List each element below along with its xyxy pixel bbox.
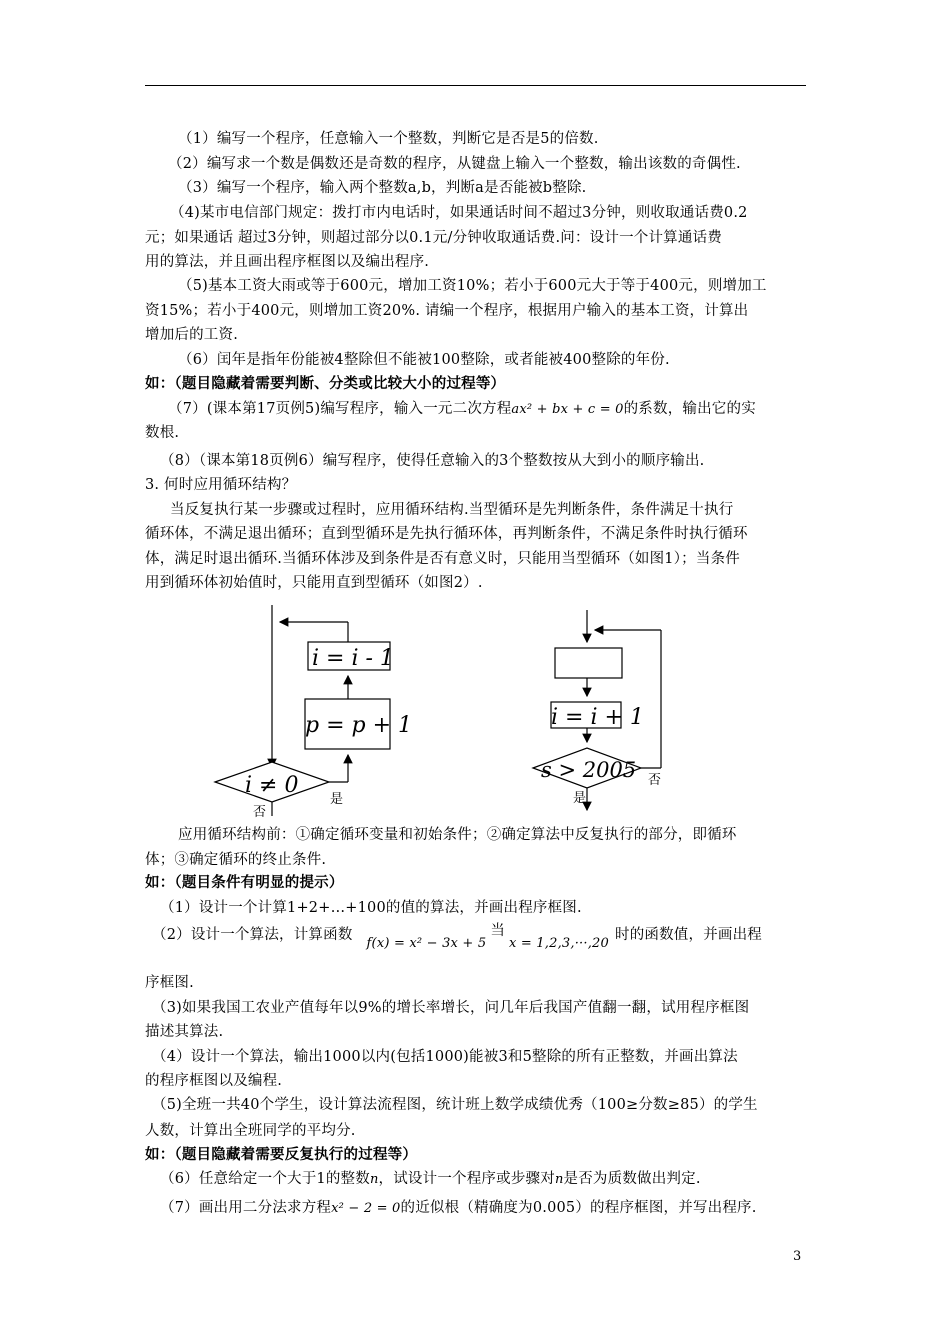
text-line: （2）编写求一个数是偶数还是奇数的程序，从键盘上输入一个整数，输出该数的奇偶性. [168, 156, 741, 172]
text-line: 3. 何时应用循环结构？ [145, 477, 297, 493]
flowchart-while-loop [205, 600, 413, 830]
section-heading: 如：（题目隐藏着需要反复执行的过程等） [145, 1146, 418, 1163]
text-segment: 的近似根（精确度为0.005）的程序框图，并写出程序. [400, 1200, 757, 1216]
text-line: 的程序框图以及编程. [145, 1073, 283, 1089]
text-line: 元；如果通话 超过3分钟，则超过部分以0.1元/分钟收取通话费.问：设计一个计算通话费 [145, 230, 722, 246]
text-line: 体；③确定循环的终止条件. [145, 852, 327, 868]
math-symbol: n [554, 1172, 564, 1187]
text-line: 用到循环体初始值时，只能用直到型循环（如图2）. [145, 575, 483, 591]
text-line: （5)基本工资大雨或等于600元，增加工资10%；若小于600元大于等于400元，则增加工 [178, 278, 767, 294]
text-line: （8）（课本第18页例6）编写程序，使得任意输入的3个整数按从大到小的顺序输出. [160, 453, 705, 469]
text-line: 用的算法，并且画出程序框图以及编出程序. [145, 254, 430, 270]
process-box-label: i = i + 1 [551, 705, 644, 730]
section-heading: 如：（题目隐藏着需要判断、分类或比较大小的过程等） [145, 375, 506, 392]
decision-label: i ≠ 0 [245, 773, 299, 798]
text-line: （1）设计一个计算1+2+…+100的值的算法，并画出程序框图. [160, 900, 582, 916]
text-line: 体，满足时退出循环.当循环体涉及到条件是否有意义时，只能用当型循环（如图1）；当条件 [145, 551, 740, 567]
text-segment: （7）(课本第17页例5)编写程序，输入一元二次方程 [168, 401, 512, 417]
text-line: （6）闰年是指年份能被4整除但不能被100整除，或者能被400整除的年份. [178, 352, 670, 368]
text-line: （4）设计一个算法，输出1000以内(包括1000)能被3和5整除的所有正整数，并画出算法 [152, 1049, 738, 1065]
text-line: 数根. [145, 425, 180, 441]
text-line: （3)如果我国工农业产值每年以9%的增长率增长，问几年后我国产值翻一翻，试用程序框图 [152, 1000, 750, 1016]
process-box-label: i = i - 1 [312, 646, 394, 671]
text-segment: （7）画出用二分法求方程 [160, 1200, 332, 1216]
decision-label: s > 2005 [541, 758, 637, 782]
text-segment: （2）设计一个算法，计算函数 [152, 927, 353, 943]
text-line [168, 399, 756, 420]
text-line: （1）编写一个程序，任意输入一个整数，判断它是否是5的倍数. [178, 131, 599, 147]
no-label: 否 [253, 805, 267, 820]
text-segment: 的系数，输出它的实 [623, 401, 756, 417]
text-line: 人数，计算出全班同学的平均分. [145, 1123, 356, 1139]
text-line: 序框图. [145, 975, 194, 991]
text-segment: 当 [490, 923, 506, 939]
text-line: 增加后的工资. [145, 327, 239, 343]
text-line: 循环体，不满足退出循环；直到型循环是先执行循环体，再判断条件，不满足条件时执行循环 [145, 526, 748, 542]
process-box [555, 648, 622, 678]
equation: x = 1,2,3,···,20 [509, 936, 609, 951]
text-line: （4)某市电信部门规定：拨打市内电话时，如果通话时间不超过3分钟，则收取通话费0.2 [170, 205, 748, 221]
yes-label: 是 [573, 791, 587, 806]
text-line: 描述其算法. [145, 1024, 224, 1040]
flowchart-until-loop [525, 610, 695, 810]
text-line [152, 923, 762, 951]
math-symbol: n [369, 1172, 379, 1187]
process-box-label: p = p + 1 [305, 713, 413, 738]
text-line: 当反复执行某一步骤或过程时，应用循环结构.当型循环是先判断条件，条件满足十执行 [170, 502, 734, 518]
text-line: （5)全班一共40个学生，设计算法流程图，统计班上数学成绩优秀（100≥分数≥85）的学生 [152, 1097, 758, 1113]
yes-label: 是 [330, 792, 344, 807]
text-segment: 时的函数值，并画出程 [615, 927, 762, 943]
text-segment: （6）任意给定一个大于1的整数 [160, 1171, 370, 1187]
page-number: 3 [793, 1249, 802, 1264]
equation: ax² + bx + c = 0 [511, 402, 624, 417]
text-line [160, 1169, 701, 1190]
text-line [160, 1198, 757, 1219]
equation: x² − 2 = 0 [331, 1201, 401, 1216]
text-line: 应用循环结构前：①确定循环变量和初始条件；②确定算法中反复执行的部分，即循环 [178, 827, 737, 843]
text-line: 资15%；若小于400元，则增加工资20%. 请编一个程序，根据用户输入的基本工资，计算出 [145, 303, 749, 319]
equation: f(x) = x² − 3x + 5 [366, 936, 487, 951]
text-segment: ，试设计一个程序或步骤对 [378, 1171, 555, 1187]
text-segment: 是否为质数做出判定. [563, 1171, 701, 1187]
header-rule [145, 85, 806, 86]
text-line: （3）编写一个程序，输入两个整数a,b，判断a是否能被b整除. [178, 180, 587, 196]
section-heading: 如：（题目条件有明显的提示） [145, 874, 344, 891]
no-label: 否 [648, 773, 662, 788]
